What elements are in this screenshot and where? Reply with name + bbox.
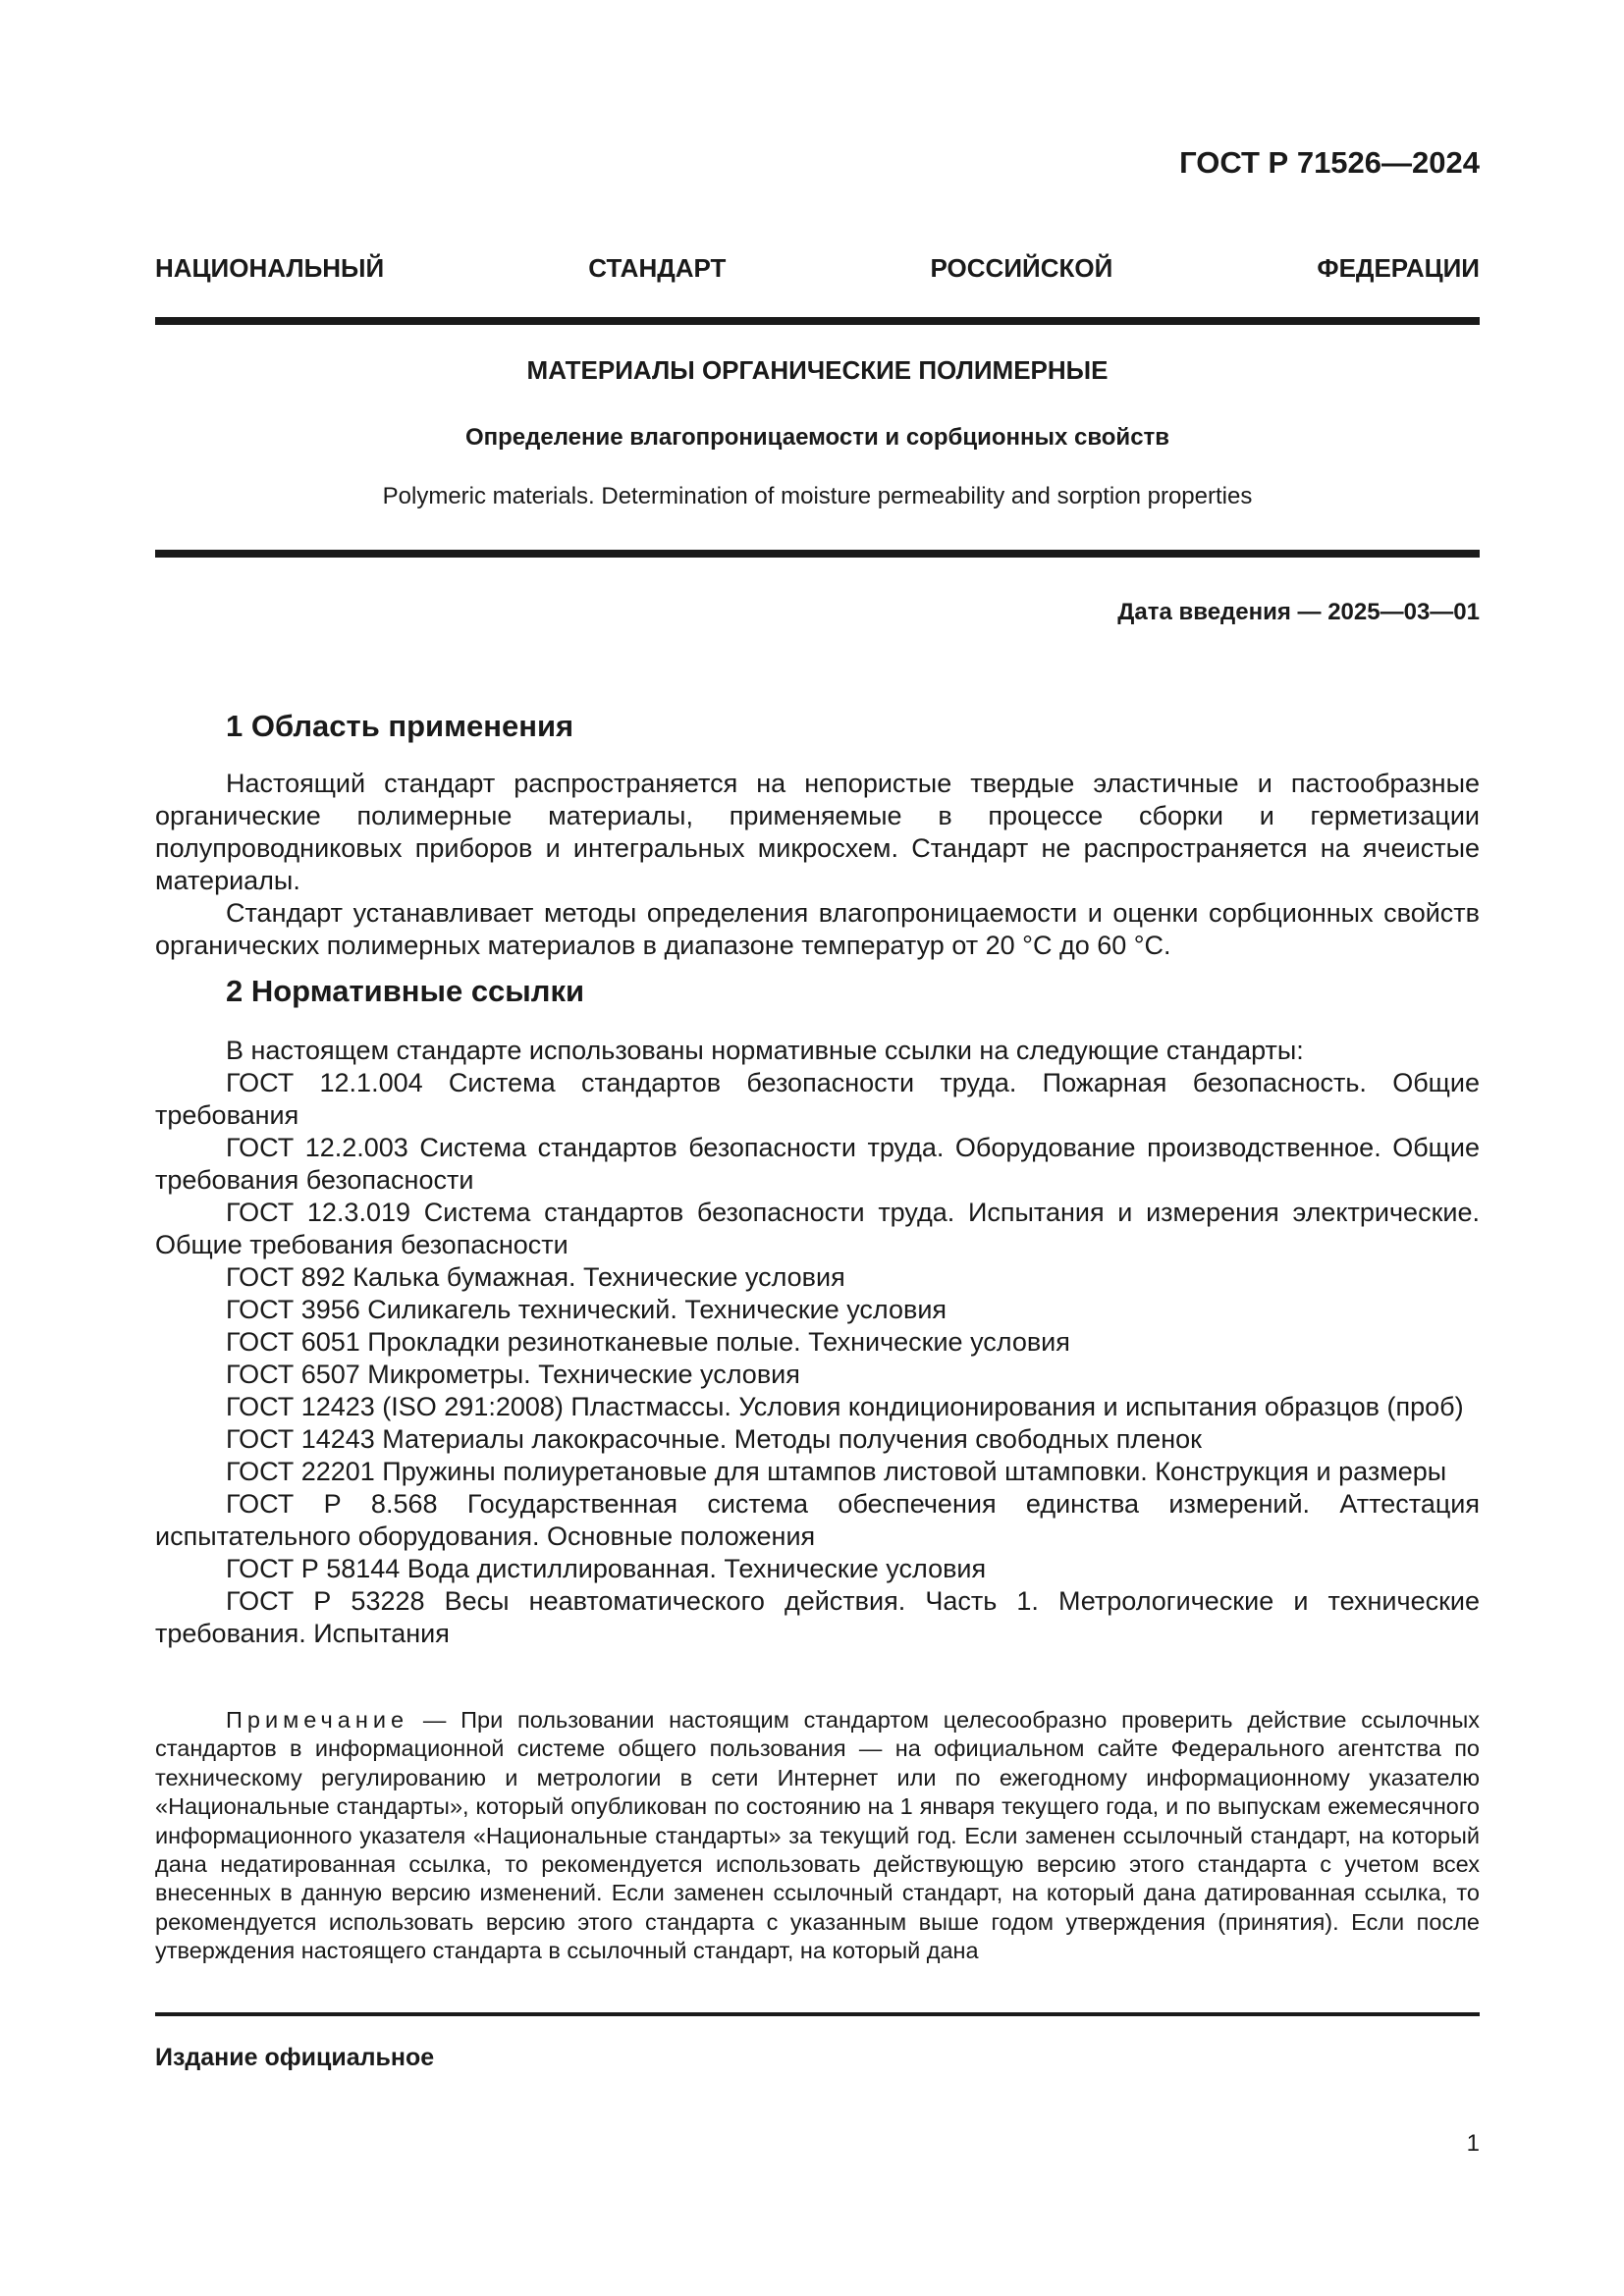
reference-item: ГОСТ 892 Калька бумажная. Технические условия <box>226 1262 845 1292</box>
section-body-normative-references <box>155 1035 1480 1650</box>
reference-item: ГОСТ Р 53228 Весы неавтоматического действия. Часть 1. Метрологические и технические требования. Испытания <box>155 1586 1480 1648</box>
reference-item: ГОСТ 12.3.019 Система стандартов безопасности труда. Испытания и измерения электрические. Общие требования безопасности <box>155 1198 1480 1259</box>
top-divider <box>155 317 1480 325</box>
reference-item: ГОСТ 12423 (ISO 291:2008) Пластмассы. Условия кондиционирования и испытания образцов (проб) <box>226 1392 1464 1421</box>
introduction-date: Дата введения — 2025—03—01 <box>1117 599 1480 625</box>
title-divider <box>155 550 1480 558</box>
document-page <box>155 0 1480 2296</box>
section-heading-normative-references: 2 Нормативные ссылки <box>226 974 585 1008</box>
paragraph: Настоящий стандарт распространяется на непористые твердые эластичные и пастообразные органические полимерные материалы, применяемые в процессе сборки и герметизации полупроводниковых приборов и интегральных микросхем. Стандарт не распространяется на ячеистые материалы. <box>155 769 1480 895</box>
document-subtitle: Определение влагопроницаемости и сорбционных свойств <box>464 424 1170 451</box>
official-edition-label: Издание официальное <box>155 2044 435 2071</box>
note-paragraph <box>155 1706 1480 1966</box>
page-number: 1 <box>1466 2130 1480 2157</box>
reference-item: ГОСТ 3956 Силикагель технический. Технические условия <box>226 1295 947 1324</box>
paragraph: В настоящем стандарте использованы нормативные ссылки на следующие стандарты: <box>226 1036 1304 1065</box>
reference-item: ГОСТ 6051 Прокладки резинотканевые полые. Технические условия <box>226 1327 1070 1357</box>
national-standard-banner: НАЦИОНАЛЬНЫЙ СТАНДАРТ РОССИЙСКОЙ ФЕДЕРАЦИИ <box>155 253 1480 283</box>
reference-item: ГОСТ Р 58144 Вода дистиллированная. Технические условия <box>226 1554 987 1583</box>
reference-item: ГОСТ 14243 Материалы лакокрасочные. Методы получения свободных пленок <box>226 1424 1202 1454</box>
section-body-scope <box>155 768 1480 962</box>
reference-item: ГОСТ 12.1.004 Система стандартов безопасности труда. Пожарная безопасность. Общие требования <box>155 1068 1480 1130</box>
english-title: Polymeric materials. Determination of moisture permeability and sorption properties <box>382 483 1253 509</box>
footer-divider <box>155 2012 1480 2016</box>
note-label: Примечание <box>226 1707 409 1733</box>
reference-item: ГОСТ 22201 Пружины полиуретановые для штампов листовой штамповки. Конструкция и размеры <box>226 1457 1447 1486</box>
document-number: ГОСТ Р 71526—2024 <box>1179 145 1480 180</box>
note-block <box>155 1706 1480 1966</box>
reference-item: ГОСТ Р 8.568 Государственная система обеспечения единства измерений. Аттестация испытательного оборудования. Основные положения <box>155 1489 1480 1551</box>
section-heading-scope: 1 Область применения <box>226 709 574 743</box>
reference-item: ГОСТ 12.2.003 Система стандартов безопасности труда. Оборудование производственное. Общие требования безопасности <box>155 1133 1480 1195</box>
paragraph: Стандарт устанавливает методы определения влагопроницаемости и оценки сорбционных свойств органических полимерных материалов в диапазоне температур от 20 °С до 60 °С. <box>155 898 1480 960</box>
document-title: МАТЕРИАЛЫ ОРГАНИЧЕСКИЕ ПОЛИМЕРНЫЕ <box>526 355 1109 385</box>
note-text: — При пользовании настоящим стандартом целесообразно проверить действие ссылочных стандартов в информационной системе общего пользования — на официальном сайте Федерального агентства по техническому регулированию и метрологии в сети Интернет или по ежегодному информационному указателю «Национальные стандарты», который опубликован по состоянию на 1 января текущего года, и по выпускам ежемесячного информационного указателя «Национальные стандарты» за текущий год. Если заменен ссылочный стандарт, на который дана недатированная ссылка, то рекомендуется использовать действующую версию этого стандарта с учетом всех внесенных в данную версию изменений. Если заменен ссылочный стандарт, на который дана датированная ссылка, то рекомендуется использовать версию этого стандарта с указанным выше годом утверждения (принятия). Если после утверждения настоящего стандарта в ссылочный стандарт, на который дана <box>155 1707 1480 1964</box>
reference-item: ГОСТ 6507 Микрометры. Технические условия <box>226 1360 800 1389</box>
